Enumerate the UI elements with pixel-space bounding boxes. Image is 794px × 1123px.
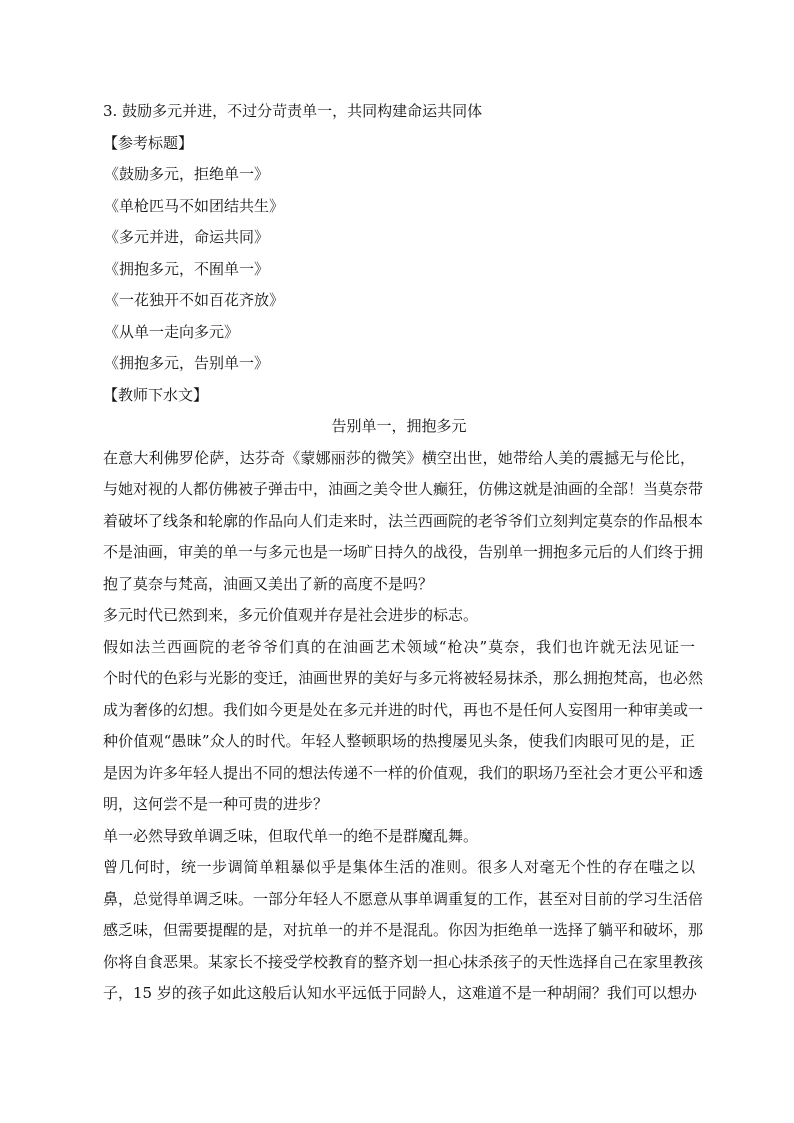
essay-title: 告别单一，拥抱多元 [331, 417, 467, 435]
essay-label: 【教师下水文】 [103, 385, 209, 404]
paragraph-line: 曾几何时，统一步调简单粗暴似乎是集体生活的准则。很多人对毫无个性的存在嗤之以 [103, 858, 695, 876]
paragraph-line: 是因为许多年轻人提出不同的想法传递不一样的价值观，我们的职场乃至社会才更公平和透 [103, 763, 704, 782]
essay-paragraph-1 [103, 443, 704, 601]
paragraph-line: 不是油画，审美的单一与多元也是一场旷日持久的战役，告别单一拥抱多元后的人们终于拥 [103, 543, 704, 561]
document-content [103, 96, 704, 1010]
reference-title: 《拥抱多元，不囿单一》 [104, 259, 270, 278]
reference-title: 《单枪匹马不如团结共生》 [104, 196, 285, 215]
paragraph-line: 感乏味，但需要提醒的是，对抗单一的并不是混乱。你因为拒绝单一选择了躺平和破坏，那 [103, 921, 704, 939]
paragraph-line: 种价值观“愚昧”众人的时代。年轻人整顿职场的热搜屡见头条，使我们肉眼可见的是，正 [103, 732, 695, 750]
paragraph-line: 明，这何尝不是一种可贵的进步？ [103, 795, 329, 813]
essay-paragraph-3 [103, 632, 704, 821]
paragraph-line: 你将自食恶果。某家长不接受学校教育的整齐划一担心抹杀孩子的天性选择自己在家里教孩 [103, 952, 704, 971]
reference-title: 《鼓励多元，拒绝单一》 [104, 165, 270, 183]
reference-title: 《从单一走向多元》 [104, 322, 240, 341]
paragraph-line: 抱了莫奈与梵高，油画又美出了新的高度不是吗？ [103, 574, 434, 593]
paragraph-line: 多元时代已然到来，多元价值观并存是社会进步的标志。 [103, 606, 479, 624]
paragraph-line: 在意大利佛罗伦萨，达芬奇《蒙娜丽莎的微笑》横空出世，她带给人美的震撼无与伦比， [103, 448, 695, 467]
section-item-3: 3. 鼓励多元并进，不过分苛责单一，共同构建命运共同体 [103, 102, 483, 120]
paragraph-line: 与她对视的人都仿佛被子弹击中，油画之美令世人癫狂，仿佛这就是油画的全部！当莫奈带 [103, 480, 704, 498]
reference-titles-label: 【参考标题】 [103, 133, 194, 152]
paragraph-line: 个时代的色彩与光影的变迁，油画世界的美好与多元将被轻易抹杀，那么拥抱梵高，也必然 [103, 669, 704, 687]
paragraph-line: 着破坏了线条和轮廓的作品向人们走来时，法兰西画院的老爷爷们立刻判定莫奈的作品根本 [103, 511, 704, 530]
essay-paragraph-5 [103, 852, 704, 1010]
essay-paragraph-4 [103, 821, 695, 853]
reference-title: 《多元并进，命运共同》 [104, 228, 270, 246]
paragraph-line: 鼻，总觉得单调乏味。一部分年轻人不愿意从事单调重复的工作，甚至对目前的学习生活倍 [103, 889, 704, 908]
paragraph-line: 单一必然导致单调乏味，但取代单一的绝不是群魔乱舞。 [103, 826, 479, 845]
reference-title: 《一花独开不如百花齐放》 [104, 291, 285, 309]
paragraph-line: 子，15 岁的孩子如此这般后认知水平远低于同龄人，这难道不是一种胡闹？我们可以想办 [103, 984, 697, 1002]
reference-title: 《拥抱多元，告别单一》 [104, 354, 270, 372]
essay-paragraph-2 [103, 600, 695, 632]
paragraph-line: 假如法兰西画院的老爷爷们真的在油画艺术领域“枪决”莫奈，我们也许就无法见证一 [103, 637, 695, 656]
paragraph-line: 成为奢侈的幻想。我们如今更是处在多元并进的时代，再也不是任何人妄图用一种审美或一 [103, 700, 704, 719]
